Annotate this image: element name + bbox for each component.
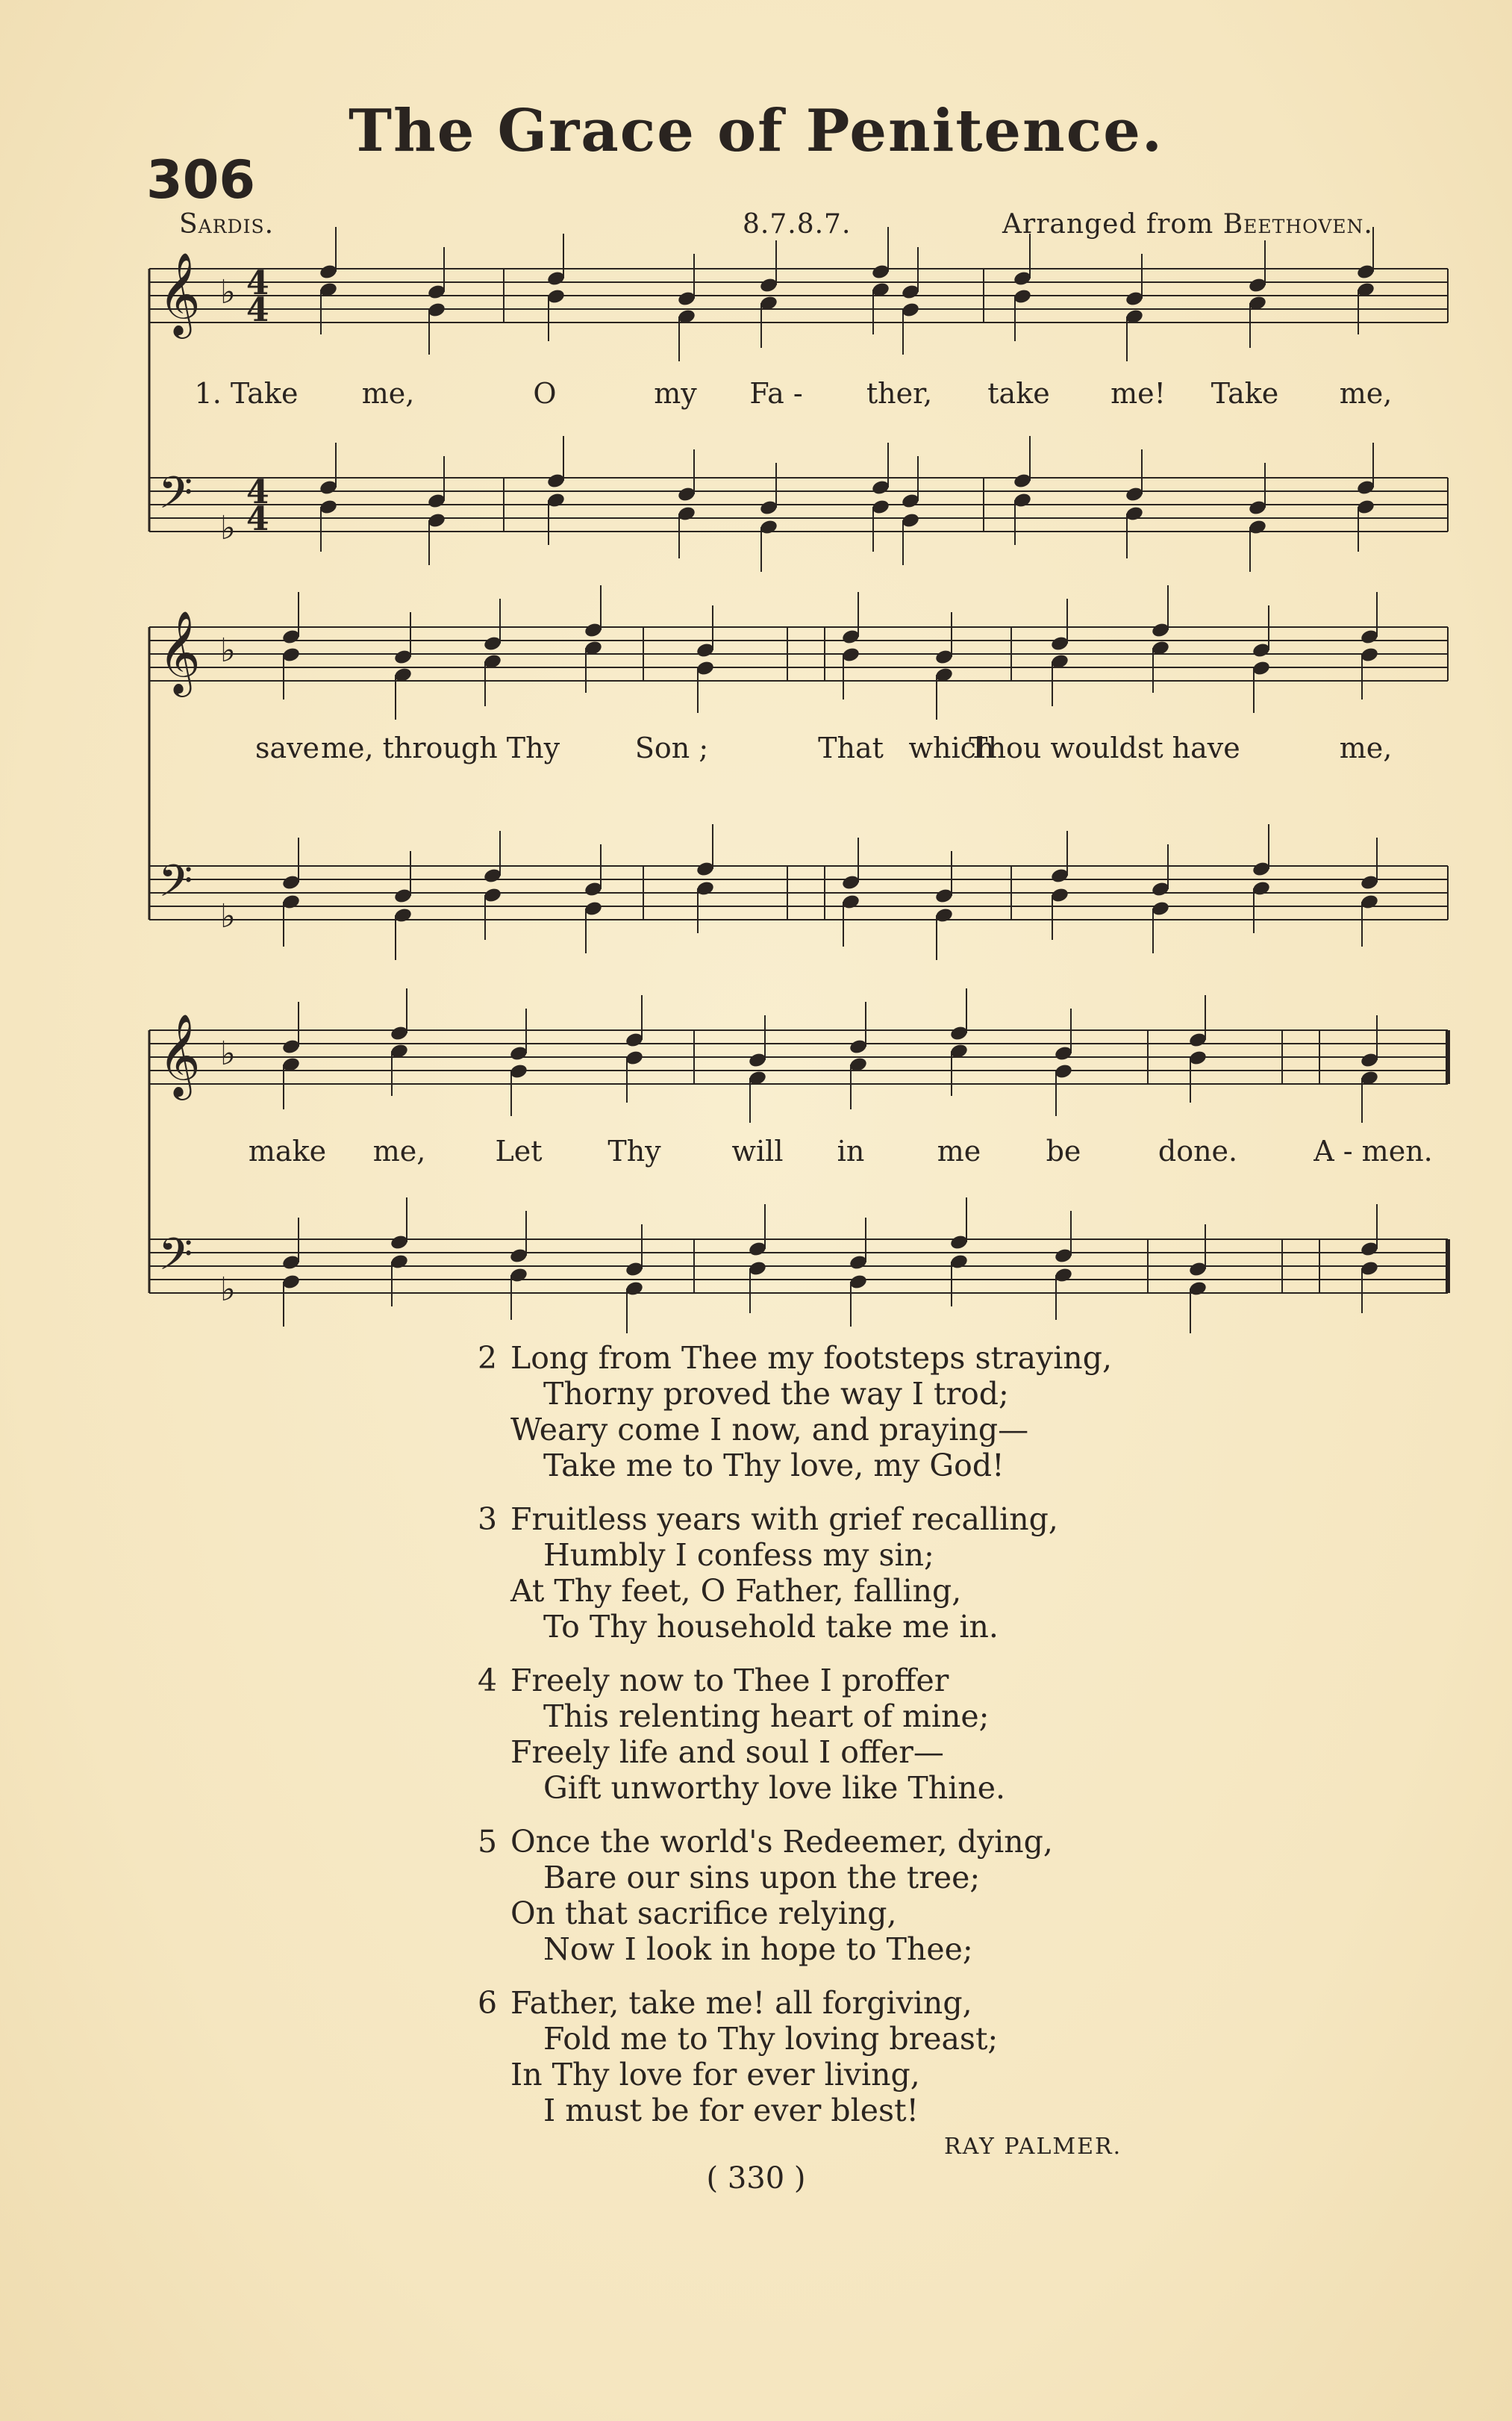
verse-3 <box>478 1501 1112 1645</box>
verse-4 <box>478 1663 1112 1806</box>
verse-line: Once the world's Redeemer, dying, <box>510 1824 1053 1860</box>
time-signature-top: 4 <box>246 473 269 511</box>
verse-line: To Thy household take me in. <box>543 1609 999 1645</box>
verse-number: 5 <box>478 1824 498 1860</box>
verse-line: Weary come I now, and praying— <box>510 1412 1029 1448</box>
verse-line: Bare our sins upon the tree; <box>543 1860 981 1895</box>
verse-number: 4 <box>478 1663 498 1698</box>
lyric-syllable: Let <box>495 1135 543 1168</box>
lyric-syllable: O <box>533 377 557 410</box>
lyric-syllable: me, <box>1339 377 1393 410</box>
verse-line: Now I look in hope to Thee; <box>543 1931 973 1967</box>
verse-line: Fold me to Thy loving breast; <box>543 2021 999 2057</box>
verse-number: 6 <box>478 1985 498 2021</box>
author-credit: RAY PALMER. <box>944 2134 1122 2160</box>
flat-sign: ♭ <box>220 273 236 311</box>
lyric-syllable: be <box>1046 1135 1081 1168</box>
verse-5 <box>478 1824 1112 1967</box>
lyric-syllable: me! <box>1110 377 1166 410</box>
lyric-syllable: me, <box>372 1135 426 1168</box>
verse-line: Gift unworthy love like Thine. <box>543 1770 1006 1806</box>
flat-sign: ♭ <box>220 509 236 547</box>
lyric-syllable: me, <box>361 377 415 410</box>
flat-sign: ♭ <box>220 1035 236 1073</box>
verse-6 <box>478 1985 1112 2128</box>
lyric-syllable: will <box>731 1135 784 1168</box>
lyric-syllable: That <box>818 732 884 764</box>
lyric-syllable: Fa - <box>749 377 803 410</box>
verse-number: 3 <box>478 1501 498 1537</box>
lyric-syllable: me, <box>1339 732 1393 764</box>
verse-number: 2 <box>478 1340 498 1376</box>
flat-sign: ♭ <box>220 897 236 935</box>
verse-line: At Thy feet, O Father, falling, <box>510 1573 962 1609</box>
verses <box>478 1340 1112 2146</box>
lyric-syllable: A - men. <box>1313 1135 1433 1168</box>
verse-line: Long from Thee my footsteps straying, <box>510 1340 1112 1376</box>
lyric-syllable: take <box>987 377 1050 410</box>
bass-clef: 𝄢 <box>158 467 193 529</box>
lyric-syllable: my <box>654 377 697 410</box>
lyric-syllable: which <box>908 732 995 764</box>
hymn-title: The Grace of Penitence. <box>349 97 1163 165</box>
treble-clef: 𝄞 <box>158 252 201 335</box>
lyric-syllable: me, through Thy <box>320 732 560 764</box>
bass-clef: 𝄢 <box>158 855 193 917</box>
lyric-syllable: done. <box>1158 1135 1238 1168</box>
verse-line: This relenting heart of mine; <box>543 1698 990 1734</box>
lyric-syllable: in <box>837 1135 865 1168</box>
time-signature-top: 4 <box>246 264 269 302</box>
composer-name: Beethoven. <box>1222 209 1373 240</box>
verse-line: Humbly I confess my sin; <box>543 1537 934 1573</box>
lyric-syllable: Thy <box>607 1135 661 1168</box>
lyric-syllable: me <box>937 1135 981 1168</box>
verse-line: On that sacrifice relying, <box>510 1895 897 1931</box>
page-number: ( 330 ) <box>706 2161 806 2196</box>
time-signature-bottom: 4 <box>246 500 269 538</box>
verse-line: Freely life and soul I offer— <box>510 1734 944 1770</box>
verse-line: Father, take me! all forgiving, <box>510 1985 972 2021</box>
lyric-syllable: Take <box>1210 377 1279 410</box>
flat-sign: ♭ <box>220 1271 236 1309</box>
lyric-syllable: 1. Take <box>194 377 299 410</box>
lyric-syllable: ther, <box>866 377 933 410</box>
lyric-syllable: make <box>248 1135 327 1168</box>
verse-line: Thorny proved the way I trod; <box>543 1376 1009 1412</box>
verse-line: Fruitless years with grief recalling, <box>510 1501 1058 1537</box>
verse-2 <box>478 1340 1112 1483</box>
verse-line: Freely now to Thee I proffer <box>510 1663 949 1698</box>
time-signature-bottom: 4 <box>246 291 269 329</box>
hymn-number: 306 <box>146 149 256 211</box>
treble-clef: 𝄞 <box>158 1013 201 1097</box>
verse-line: I must be for ever blest! <box>543 2093 919 2128</box>
lyric-syllable: save <box>254 732 320 764</box>
lyric-syllable: Thou wouldst have <box>969 732 1240 764</box>
verse-line: In Thy love for ever living, <box>510 2057 920 2093</box>
composer-prefix: Arranged from <box>1002 209 1223 240</box>
bass-clef: 𝄢 <box>158 1228 193 1291</box>
treble-clef: 𝄞 <box>158 610 201 694</box>
flat-sign: ♭ <box>220 632 236 670</box>
tune-name: Sardis. <box>179 209 275 240</box>
meter: 8.7.8.7. <box>743 209 852 240</box>
lyric-syllable: Son ; <box>634 732 709 764</box>
verse-line: Take me to Thy love, my God! <box>543 1448 1005 1483</box>
